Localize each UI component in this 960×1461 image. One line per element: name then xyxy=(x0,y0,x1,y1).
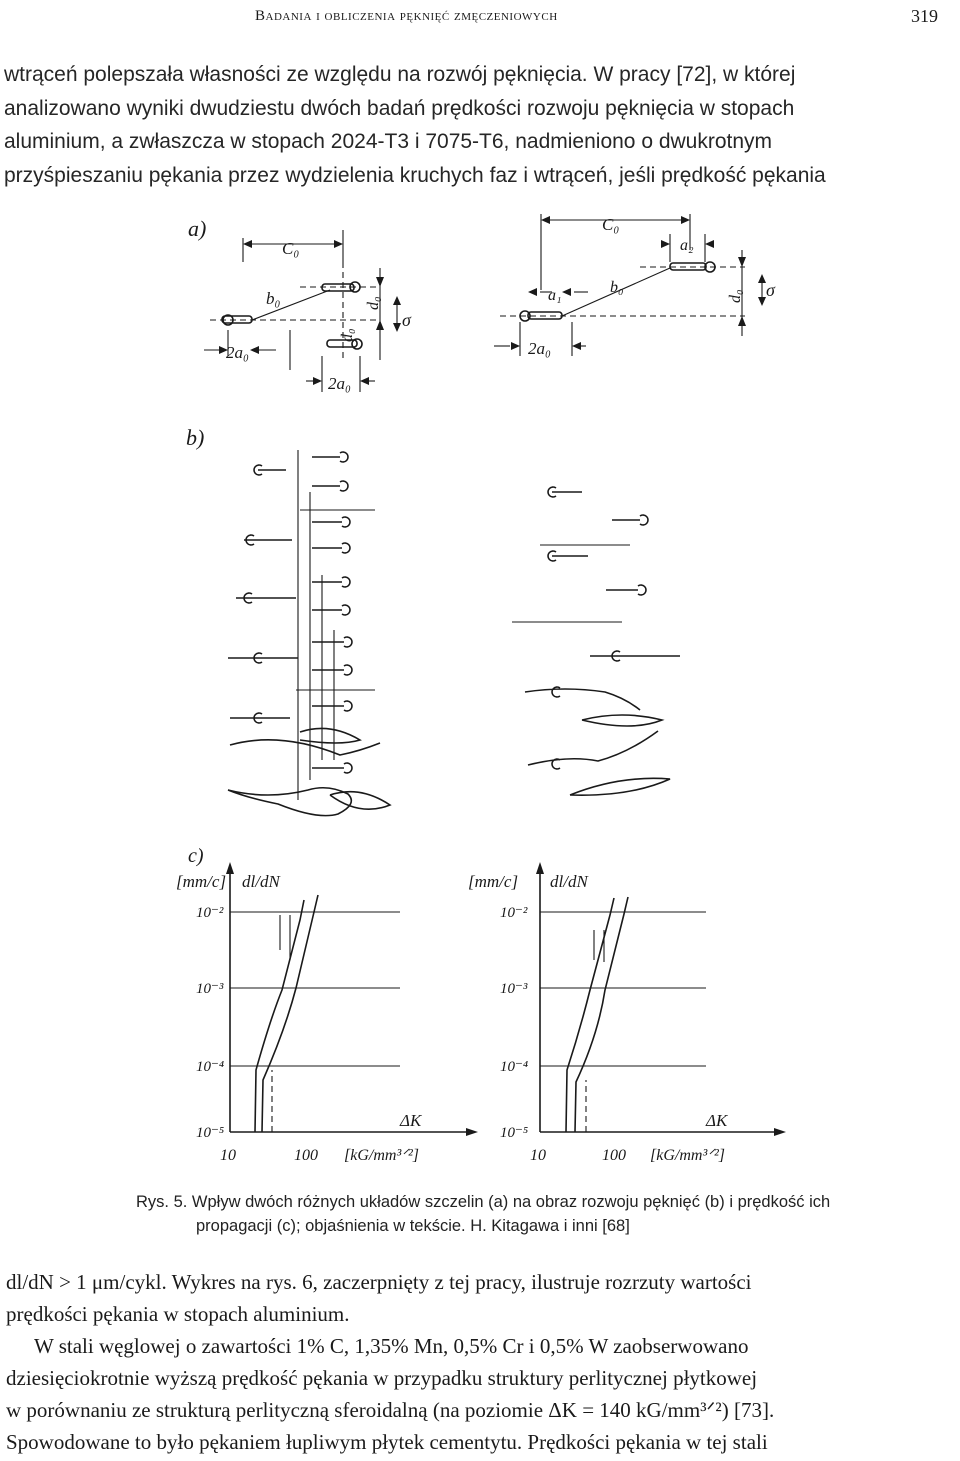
chart-right-x-label: ΔK xyxy=(706,1111,728,1130)
tick-y-right: 10⁻⁴ xyxy=(500,1059,529,1075)
label-a2: a₂ xyxy=(680,237,694,254)
label-c0-left: C₀ xyxy=(282,239,300,258)
text-line: Spowodowane to było pękaniem łupliwym płytek cementytu. Prędkości pękania w tej stali xyxy=(6,1430,768,1454)
chart-left-y-label: dl/dN xyxy=(242,872,280,891)
panel-c-label: c) xyxy=(188,845,204,867)
slit-config-left xyxy=(204,230,412,393)
text-line: dziesięciokrotnie wyższą prędkość pękania w przypadku struktury perlitycznej płytkowej xyxy=(6,1366,758,1390)
label-d0-right: d₀ xyxy=(727,289,744,303)
label-2a0-right: 2a₀ xyxy=(528,339,551,358)
tick-y-right: 10⁻² xyxy=(500,905,528,921)
tick-y-right: 10⁻³ xyxy=(500,981,528,997)
text-line: przyśpieszaniu pękania przez wydzielenia kruchych faz i wtrąceń, jeśli prędkość pękania xyxy=(4,163,826,187)
label-c0-right: C₀ xyxy=(602,215,620,234)
panel-b-label: b) xyxy=(186,425,205,450)
slit-config-right xyxy=(494,214,776,358)
text-line: prędkości pękania w stopach aluminium. xyxy=(6,1302,350,1326)
chart-left-unit-y: [mm/c] xyxy=(176,872,227,891)
label-b0-right: b₀ xyxy=(610,279,624,296)
tick-x-left: 100 xyxy=(294,1147,318,1164)
chart-left-unit-x: [kG/mm³ᐟ²] xyxy=(344,1147,420,1164)
chart-right xyxy=(468,862,786,1164)
curve xyxy=(566,898,614,1132)
caption-line: Rys. 5. Wpływ dwóch różnych układów szczelin (a) na obraz rozwoju pęknięć (b) i prędkość ich xyxy=(136,1193,831,1211)
tick-y-right: 10⁻⁵ xyxy=(500,1125,529,1141)
label-d0-left-2: d₀ xyxy=(339,328,356,342)
label-sigma-right: σ xyxy=(766,280,775,300)
text-line: aluminium, a zwłaszcza w stopach 2024-T3 i 7075-T6, nadmieniono o dwukrotnym xyxy=(4,130,773,153)
tick-x-right: 10 xyxy=(530,1147,546,1164)
page-number: 319 xyxy=(911,6,938,26)
crack-progression-right xyxy=(512,487,680,795)
caption-line: propagacji (c); objaśnienia w tekście. H. Kitagawa i inni [68] xyxy=(196,1217,630,1235)
figure-caption xyxy=(136,1190,936,1238)
body-paragraph xyxy=(6,1266,952,1458)
text-line: dl/dN > 1 μm/cykl. Wykres na rys. 6, zaczerpnięty z tej pracy, ilustruje rozrzuty wartości xyxy=(6,1270,752,1294)
crack-progression-left xyxy=(228,450,390,816)
label-a1: a₁ xyxy=(548,287,562,304)
label-sigma-left: σ xyxy=(402,310,411,330)
running-title: Badania i obliczenia pęknięć zmęczeniowych xyxy=(255,8,558,24)
label-b0-left: b₀ xyxy=(266,289,281,308)
chart-right-unit-x: [kG/mm³ᐟ²] xyxy=(650,1147,726,1164)
chart-left xyxy=(176,862,478,1164)
text-line: wtrąceń polepszała własności ze względu na rozwój pęknięcia. W pracy [72], w której xyxy=(4,63,796,86)
text-line: w porównaniu ze strukturą perlityczną sferoidalną (na poziomie ΔK = 140 kG/mm³ᐟ²) [73]. xyxy=(6,1398,775,1422)
chart-right-y-label: dl/dN xyxy=(550,872,588,891)
chart-right-unit-y: [mm/c] xyxy=(468,872,519,891)
label-2a0-left-lower: 2a₀ xyxy=(328,374,351,393)
text-line: W stali węglowej o zawartości 1% C, 1,35% Mn, 0,5% Cr i 0,5% W zaobserwowano xyxy=(34,1334,749,1358)
chart-left-x-label: ΔK xyxy=(400,1111,422,1130)
tick-y-left: 10⁻⁴ xyxy=(196,1059,225,1075)
text-line: analizowano wyniki dwudziestu dwóch badań prędkości rozwoju pęknięcia w stopach xyxy=(4,96,795,120)
tick-x-left: 10 xyxy=(220,1147,236,1164)
tick-y-left: 10⁻⁵ xyxy=(196,1125,225,1141)
label-2a0-left: 2a₀ xyxy=(226,343,249,362)
tick-x-right: 100 xyxy=(602,1147,626,1164)
panel-a-label: a) xyxy=(188,216,207,241)
tick-y-left: 10⁻³ xyxy=(196,981,224,997)
label-d0-left: d₀ xyxy=(365,296,382,310)
tick-y-left: 10⁻² xyxy=(196,905,224,921)
